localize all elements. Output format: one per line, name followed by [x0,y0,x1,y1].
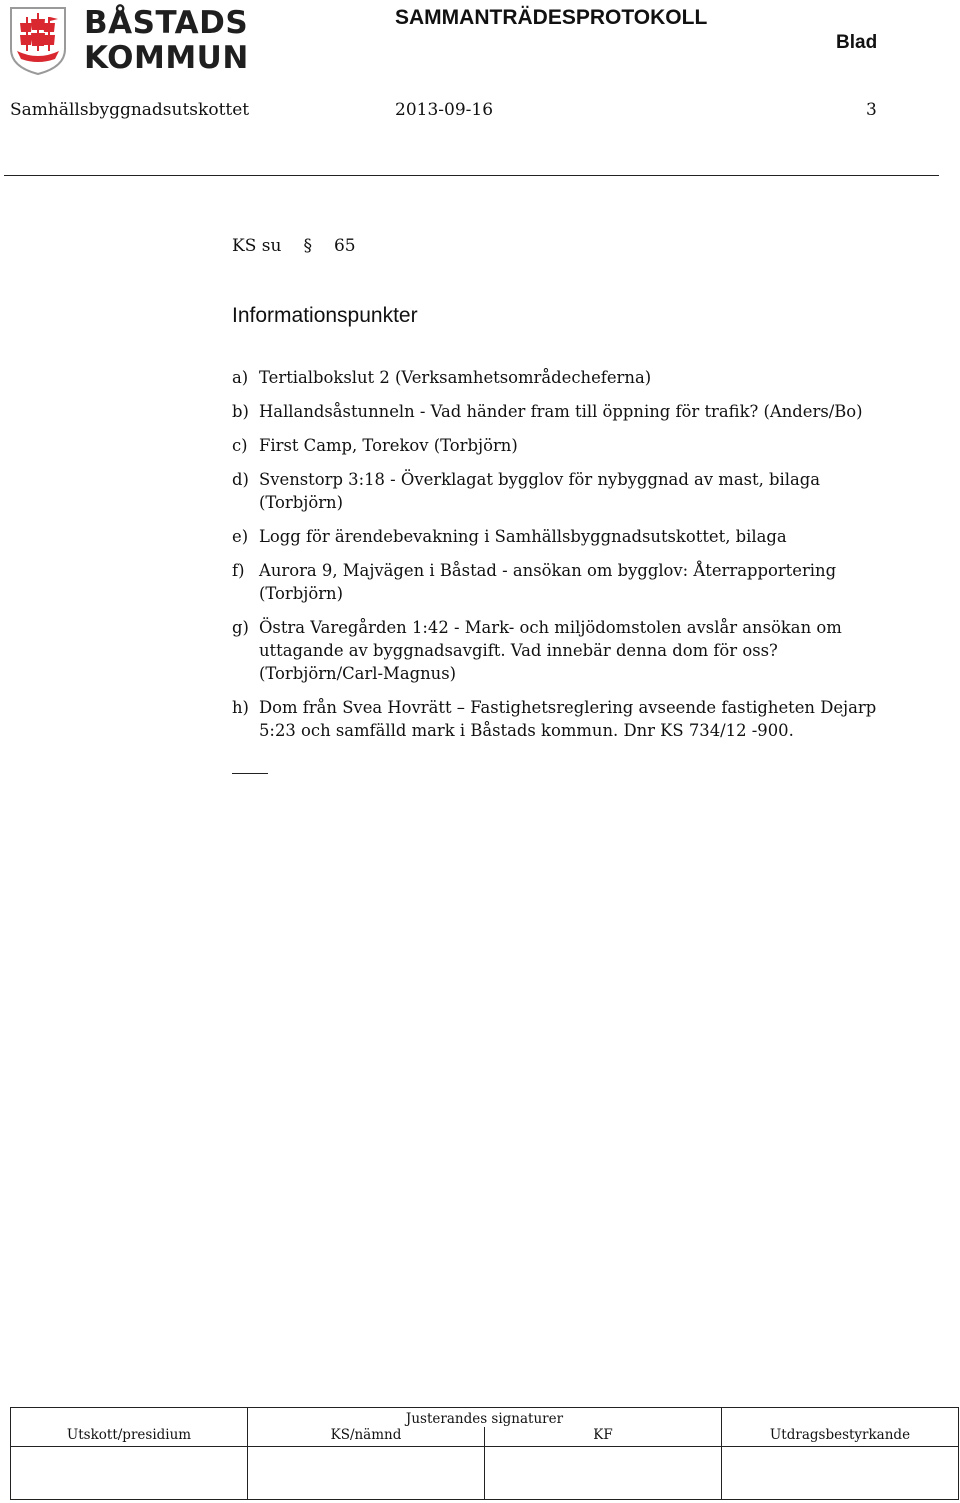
page-number: 3 [866,100,877,120]
signature-box [722,1447,959,1500]
committee-name: Samhällsbyggnadsutskottet [10,100,250,120]
list-item [232,525,892,548]
list-item [232,400,892,423]
information-items-list [232,366,892,753]
signature-label-ks: KS/nämnd [248,1427,485,1447]
item-text: First Camp, Torekov (Torbjörn) [259,436,518,455]
signature-box [248,1447,485,1500]
signature-label-kf: KF [485,1427,722,1447]
signature-heading: Justerandes signaturer [248,1408,722,1428]
list-item [232,366,892,389]
item-letter: h) [232,698,249,717]
signature-label-utdrag: Utdragsbestyrkande [722,1427,959,1447]
signature-box [11,1447,248,1500]
paragraph-number: 65 [333,236,356,256]
list-item [232,559,892,605]
signature-cell [11,1408,248,1428]
item-letter: g) [232,618,249,637]
meeting-date: 2013-09-16 [395,100,494,120]
municipality-logo [8,5,253,75]
item-text: Dom från Svea Hovrätt – Fastighetsreglering avseende fastigheten Dejarp 5:23 och samfälld mark i Båstads kommun. Dnr KS 734/12 -900. [259,698,877,740]
list-item [232,696,892,742]
section-title: Informationspunkter [232,304,418,327]
header-divider [4,175,939,176]
document-type: SAMMANTRÄDESPROTOKOLL [395,6,708,29]
signature-label-utskott: Utskott/presidium [11,1427,248,1447]
item-text: Svenstorp 3:18 - Överklagat bygglov för nybyggnad av mast, bilaga (Torbjörn) [259,470,821,512]
item-letter: b) [232,402,249,421]
sheet-label: Blad [836,32,878,53]
logo-line-1: BÅSTADS [84,5,249,41]
item-letter: f) [232,561,245,580]
signature-box [485,1447,722,1500]
end-marker-line [232,773,268,774]
item-text: Hallandsåstunneln - Vad händer fram till öppning för trafik? (Anders/Bo) [259,402,863,421]
item-letter: c) [232,436,248,455]
ship-emblem-icon [8,5,68,75]
item-text: Tertialbokslut 2 (Verksamhetsområdecheferna) [259,368,652,387]
list-item [232,468,892,514]
item-letter: d) [232,470,249,489]
signature-table [10,1407,959,1500]
item-text: Logg för ärendebevakning i Samhällsbyggnadsutskottet, bilaga [259,527,787,546]
item-text: Aurora 9, Majvägen i Båstad - ansökan om bygglov: Återrapportering (Torbjörn) [259,561,837,603]
item-letter: e) [232,527,249,546]
section-symbol: § [303,236,312,256]
signature-cell [722,1408,959,1428]
list-item [232,434,892,457]
list-item [232,616,892,685]
paragraph-reference [232,236,356,256]
logo-line-2: KOMMUN [84,40,249,76]
item-letter: a) [232,368,249,387]
paragraph-body: KS su [232,236,282,256]
item-text: Östra Varegården 1:42 - Mark- och miljödomstolen avslår ansökan om uttagande av byggnadsavgift. Vad innebär denna dom för oss? (Torbjörn/Carl-Magnus) [259,618,842,683]
